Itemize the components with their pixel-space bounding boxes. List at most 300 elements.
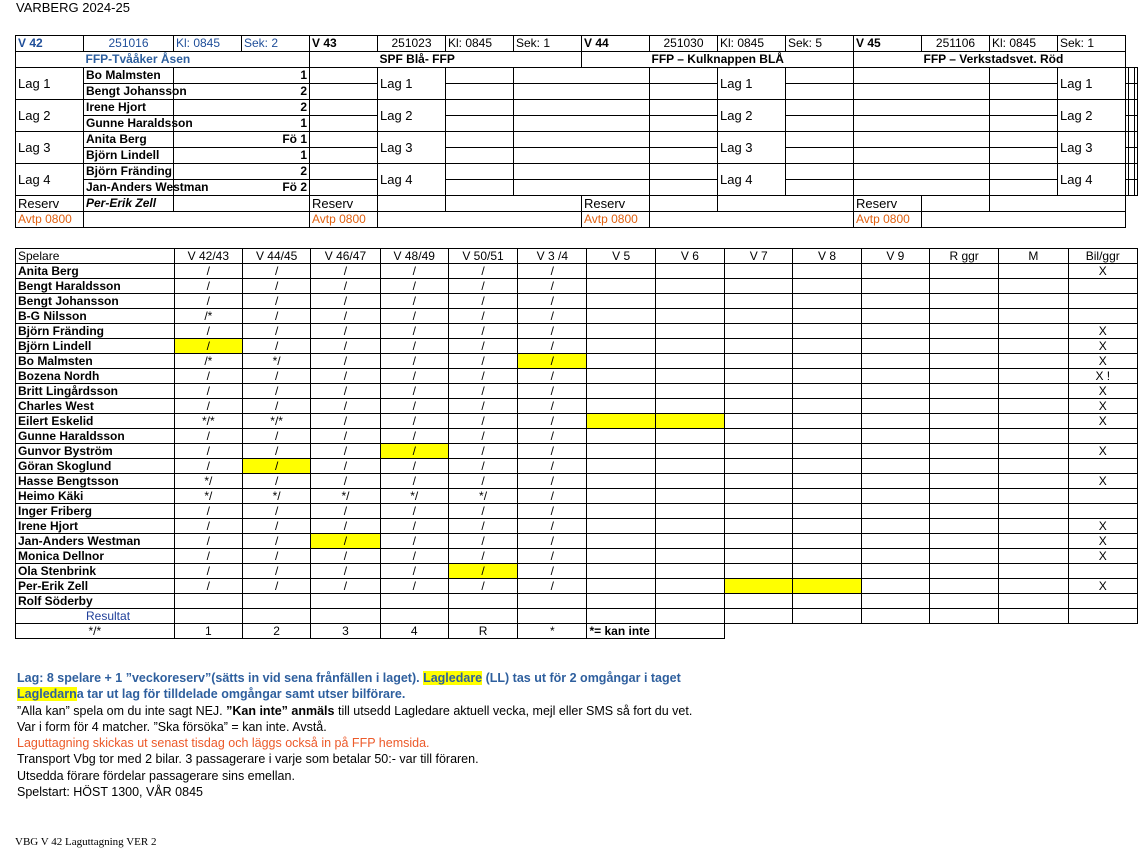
match-spacer <box>310 52 378 68</box>
attendance-cell: / <box>518 384 587 399</box>
attendance-cell <box>725 489 793 504</box>
attendance-cell <box>725 264 793 279</box>
attendance-cell: / <box>448 504 517 519</box>
week-sek: Sek: 5 <box>786 36 854 52</box>
empty-cell <box>448 609 517 624</box>
player-name: Jan-Anders Westman <box>16 534 175 549</box>
empty-cell <box>990 132 1058 148</box>
empty-cell <box>650 116 718 132</box>
attendance-cell: / <box>518 519 587 534</box>
match-spacer <box>582 52 650 68</box>
lag-label: Lag 2 <box>1058 100 1126 132</box>
attendance-cell <box>999 459 1068 474</box>
attendance-cell <box>999 339 1068 354</box>
player-value: 2 <box>174 84 310 100</box>
attendance-cell: / <box>311 354 380 369</box>
player-value: 1 <box>174 148 310 164</box>
attendance-cell <box>587 594 655 609</box>
lag-label: Lag 4 <box>1058 164 1126 196</box>
attendance-cell <box>655 339 724 354</box>
empty-cell <box>1135 116 1138 132</box>
player-name: Björn Fränding <box>16 324 175 339</box>
player-slot-extra <box>514 132 650 148</box>
table-row <box>16 459 1138 474</box>
attendance-cell <box>448 594 517 609</box>
attendance-cell: / <box>448 444 517 459</box>
empty-cell <box>446 196 582 212</box>
player-slot <box>786 68 854 84</box>
attendance-cell: / <box>448 279 517 294</box>
attendance-cell <box>655 309 724 324</box>
attendance-cell: / <box>174 534 242 549</box>
player-value: 1 <box>174 116 310 132</box>
attendance-cell <box>861 294 929 309</box>
attendance-cell: / <box>311 459 380 474</box>
attendance-cell <box>725 429 793 444</box>
attendance-cell: / <box>311 549 380 564</box>
player-slot <box>446 132 514 148</box>
attendance-cell: / <box>174 429 242 444</box>
empty-cell <box>650 68 718 84</box>
empty-cell <box>725 609 793 624</box>
attendance-cell: / <box>243 369 311 384</box>
empty-cell <box>174 609 242 624</box>
attendance-cell: / <box>380 579 448 594</box>
player-value: Fö 1 <box>174 132 310 148</box>
lag-label: Lag 1 <box>16 68 84 100</box>
match-title: FFP-Tvååker Åsen <box>84 52 310 68</box>
avtp-label: Avtp 0800 <box>310 212 378 228</box>
attendance-cell: / <box>311 309 380 324</box>
attendance-cell: / <box>448 369 517 384</box>
note-line-3: ”Alla kan” spela om du inte sagt NEJ. ”Kan inte” anmäls till utsedd Lagledare aktuell vecka, mejl eller SMS så fort du vet. <box>17 703 693 718</box>
attendance-cell <box>725 474 793 489</box>
legend-cell: * <box>518 624 587 639</box>
empty-cell <box>378 212 582 228</box>
player-slot-extra <box>854 84 990 100</box>
attendance-cell <box>793 594 861 609</box>
empty-cell <box>310 180 378 196</box>
attendance-cell <box>929 279 998 294</box>
attendance-cell: / <box>518 459 587 474</box>
empty-cell <box>518 609 587 624</box>
note-line-1: Lag: 8 spelare + 1 ”veckoreserv”(sätts in vid sena frånfällen i laget). Lagledare (LL) tas ut för 2 omgångar i taget <box>17 671 681 685</box>
empty-cell <box>990 148 1058 164</box>
attendance-cell <box>999 384 1068 399</box>
table-row <box>16 519 1138 534</box>
lag-label: Lag 3 <box>16 132 84 164</box>
attendance-cell: / <box>311 579 380 594</box>
attendance-cell: */ <box>174 489 242 504</box>
match-title: FFP – Kulknappen BLÅ <box>650 52 854 68</box>
attendance-cell: / <box>243 384 311 399</box>
attendance-cell: X <box>1068 549 1137 564</box>
attendance-cell: / <box>518 324 587 339</box>
table-row <box>16 369 1138 384</box>
attendance-cell <box>793 579 861 594</box>
attendance-cell <box>929 354 998 369</box>
column-header: V 3 /4 <box>518 249 587 264</box>
empty-cell <box>1135 180 1138 196</box>
attendance-cell <box>793 354 861 369</box>
empty-cell <box>310 132 378 148</box>
attendance-cell: / <box>380 384 448 399</box>
table-row <box>16 294 1138 309</box>
attendance-cell: / <box>380 414 448 429</box>
attendance-cell <box>999 489 1068 504</box>
attendance-cell: / <box>448 354 517 369</box>
player-value: Fö 2 <box>174 180 310 196</box>
attendance-cell: / <box>448 414 517 429</box>
player-slot <box>786 180 854 196</box>
attendance-cell <box>861 519 929 534</box>
attendance-cell: / <box>174 369 242 384</box>
player-slot-extra <box>854 132 990 148</box>
attendance-cell <box>725 504 793 519</box>
player-slot <box>786 164 854 180</box>
attendance-cell: / <box>380 294 448 309</box>
attendance-cell: / <box>448 549 517 564</box>
table-row <box>16 579 1138 594</box>
attendance-cell <box>725 519 793 534</box>
attendance-cell: / <box>174 504 242 519</box>
empty-cell <box>990 100 1058 116</box>
attendance-cell: / <box>311 384 380 399</box>
attendance-cell <box>587 429 655 444</box>
attendance-cell <box>929 339 998 354</box>
note-line-6: Transport Vbg tor med 2 bilar. 3 passagerare i varje som betalar 50:- var till föraren. <box>17 752 479 767</box>
attendance-cell: / <box>311 474 380 489</box>
week-schedule-table <box>15 35 1138 228</box>
attendance-cell: / <box>380 279 448 294</box>
table-row <box>16 489 1138 504</box>
attendance-cell <box>999 279 1068 294</box>
empty-cell <box>650 100 718 116</box>
attendance-cell <box>999 264 1068 279</box>
empty-cell <box>84 212 310 228</box>
week-label: V 43 <box>310 36 378 52</box>
reserv-label: Reserv <box>854 196 922 212</box>
attendance-cell <box>655 324 724 339</box>
attendance-table <box>15 248 1138 639</box>
attendance-cell: / <box>243 294 311 309</box>
empty-cell <box>990 164 1058 180</box>
attendance-cell <box>725 579 793 594</box>
attendance-cell: /* <box>174 354 242 369</box>
attendance-cell <box>587 414 655 429</box>
attendance-cell <box>1068 279 1137 294</box>
attendance-cell: / <box>243 564 311 579</box>
attendance-cell: / <box>174 279 242 294</box>
attendance-cell: / <box>380 399 448 414</box>
lag-label: Lag 1 <box>1058 68 1126 100</box>
lag-label: Lag 2 <box>718 100 786 132</box>
attendance-cell <box>725 459 793 474</box>
attendance-cell: / <box>311 564 380 579</box>
table-row <box>16 279 1138 294</box>
avtp-label: Avtp 0800 <box>16 212 84 228</box>
attendance-cell: / <box>380 309 448 324</box>
column-header: V 42/43 <box>174 249 242 264</box>
attendance-cell <box>587 339 655 354</box>
attendance-cell <box>1068 489 1137 504</box>
attendance-cell: / <box>311 294 380 309</box>
attendance-cell <box>999 324 1068 339</box>
avtp-label: Avtp 0800 <box>582 212 650 228</box>
attendance-cell: / <box>311 414 380 429</box>
attendance-cell: / <box>243 549 311 564</box>
player-value: 1 <box>174 68 310 84</box>
attendance-cell <box>793 399 861 414</box>
legend-cell: R <box>448 624 517 639</box>
player-slot-extra <box>514 100 650 116</box>
attendance-cell <box>929 384 998 399</box>
attendance-cell: / <box>518 339 587 354</box>
attendance-cell <box>929 489 998 504</box>
note-line-4: Var i form för 4 matcher. ”Ska försöka” = kan inte. Avstå. <box>17 719 327 734</box>
attendance-cell: */ <box>243 354 311 369</box>
resultat-label: Resultat <box>16 609 175 624</box>
attendance-cell: / <box>174 444 242 459</box>
empty-cell <box>655 624 724 639</box>
attendance-cell <box>655 399 724 414</box>
attendance-cell <box>861 594 929 609</box>
table-row <box>16 384 1138 399</box>
week-date: 251023 <box>378 36 446 52</box>
empty-cell <box>310 84 378 100</box>
attendance-cell: X <box>1068 324 1137 339</box>
attendance-cell <box>929 504 998 519</box>
attendance-cell: / <box>243 444 311 459</box>
attendance-cell <box>793 429 861 444</box>
attendance-cell <box>1068 564 1137 579</box>
attendance-cell <box>793 489 861 504</box>
week-kl: Kl: 0845 <box>446 36 514 52</box>
attendance-cell <box>861 324 929 339</box>
attendance-cell <box>725 549 793 564</box>
attendance-cell: / <box>243 474 311 489</box>
player-name: Hasse Bengtsson <box>16 474 175 489</box>
player-slot-extra <box>514 116 650 132</box>
attendance-cell: /* <box>174 309 242 324</box>
attendance-cell <box>793 564 861 579</box>
attendance-cell <box>861 384 929 399</box>
attendance-cell <box>929 534 998 549</box>
attendance-cell: / <box>380 354 448 369</box>
attendance-cell: / <box>518 489 587 504</box>
player-name: Bo Malmsten <box>16 354 175 369</box>
attendance-cell: / <box>448 294 517 309</box>
empty-cell <box>650 132 718 148</box>
attendance-cell <box>655 279 724 294</box>
attendance-cell: / <box>448 399 517 414</box>
attendance-cell <box>999 444 1068 459</box>
reserv-slot <box>378 196 446 212</box>
attendance-cell <box>861 579 929 594</box>
attendance-cell: / <box>518 579 587 594</box>
player-slot <box>786 116 854 132</box>
attendance-cell <box>587 324 655 339</box>
attendance-cell: / <box>174 339 242 354</box>
attendance-cell: / <box>243 504 311 519</box>
empty-cell <box>650 212 854 228</box>
empty-cell <box>725 624 1138 639</box>
attendance-cell: / <box>518 354 587 369</box>
attendance-cell: */* <box>174 414 242 429</box>
attendance-cell: / <box>518 564 587 579</box>
lag-label: Lag 2 <box>378 100 446 132</box>
player-slot <box>446 180 514 196</box>
attendance-cell: / <box>380 339 448 354</box>
empty-cell <box>587 609 655 624</box>
week-sek: Sek: 1 <box>514 36 582 52</box>
attendance-cell <box>1068 294 1137 309</box>
column-header: M <box>999 249 1068 264</box>
attendance-cell <box>999 474 1068 489</box>
attendance-cell <box>929 399 998 414</box>
column-header: V 46/47 <box>311 249 380 264</box>
week-kl: Kl: 0845 <box>174 36 242 52</box>
attendance-cell <box>999 294 1068 309</box>
table-row <box>16 339 1138 354</box>
empty-cell <box>310 116 378 132</box>
table-row <box>16 399 1138 414</box>
attendance-cell <box>929 594 998 609</box>
player-name: Rolf Söderby <box>16 594 175 609</box>
attendance-cell <box>929 294 998 309</box>
table-row <box>16 324 1138 339</box>
player-name: Anita Berg <box>84 132 174 148</box>
attendance-cell: / <box>174 579 242 594</box>
page-title: VARBERG 2024-25 <box>16 0 130 15</box>
empty-cell <box>650 180 718 196</box>
empty-cell <box>1135 148 1138 164</box>
attendance-cell: */* <box>243 414 311 429</box>
player-slot-extra <box>514 84 650 100</box>
attendance-cell <box>861 399 929 414</box>
empty-cell <box>243 609 311 624</box>
attendance-cell <box>929 324 998 339</box>
attendance-cell <box>655 564 724 579</box>
attendance-cell <box>587 294 655 309</box>
attendance-cell <box>793 324 861 339</box>
player-slot-extra <box>854 148 990 164</box>
table-row <box>16 534 1138 549</box>
attendance-cell <box>587 354 655 369</box>
attendance-cell: / <box>311 369 380 384</box>
player-slot <box>446 100 514 116</box>
attendance-cell: / <box>311 444 380 459</box>
attendance-cell <box>861 444 929 459</box>
attendance-cell <box>999 429 1068 444</box>
attendance-cell <box>725 324 793 339</box>
attendance-cell <box>793 369 861 384</box>
attendance-cell <box>1068 594 1137 609</box>
attendance-cell <box>655 444 724 459</box>
attendance-cell <box>861 369 929 384</box>
attendance-cell: / <box>518 294 587 309</box>
attendance-cell <box>861 504 929 519</box>
legend-cell: */* <box>16 624 175 639</box>
attendance-cell <box>587 519 655 534</box>
attendance-cell: / <box>448 384 517 399</box>
attendance-cell <box>793 444 861 459</box>
attendance-cell <box>793 309 861 324</box>
player-name: Bengt Johansson <box>16 294 175 309</box>
table-row <box>16 564 1138 579</box>
attendance-cell: / <box>380 459 448 474</box>
player-name: Gunne Haraldsson <box>16 429 175 444</box>
empty-cell <box>929 609 998 624</box>
attendance-cell <box>725 294 793 309</box>
player-name: Heimo Käki <box>16 489 175 504</box>
week-date: 251016 <box>84 36 174 52</box>
attendance-cell <box>861 279 929 294</box>
player-slot-extra <box>854 180 990 196</box>
lag-label: Lag 3 <box>718 132 786 164</box>
attendance-cell: / <box>518 504 587 519</box>
attendance-cell <box>725 414 793 429</box>
player-name: Ola Stenbrink <box>16 564 175 579</box>
note-line-7: Utsedda förare fördelar passagerare sins emellan. <box>17 768 295 783</box>
attendance-cell: */ <box>174 474 242 489</box>
match-spacer <box>16 52 84 68</box>
attendance-cell: */ <box>448 489 517 504</box>
column-header: V 44/45 <box>243 249 311 264</box>
attendance-cell <box>1068 309 1137 324</box>
attendance-cell: X <box>1068 354 1137 369</box>
attendance-cell <box>861 564 929 579</box>
attendance-cell: / <box>380 549 448 564</box>
note-line-2: Lagledarna tar ut lag för tilldelade omgångar samt utser bilförare. <box>17 687 406 702</box>
note-line-8: Spelstart: HÖST 1300, VÅR 0845 <box>17 785 203 800</box>
column-header: V 7 <box>725 249 793 264</box>
table-row <box>16 504 1138 519</box>
empty-cell <box>990 68 1058 84</box>
attendance-cell <box>655 504 724 519</box>
attendance-cell: / <box>174 384 242 399</box>
attendance-cell: / <box>448 339 517 354</box>
attendance-cell: / <box>380 504 448 519</box>
attendance-cell: / <box>448 534 517 549</box>
attendance-cell <box>587 549 655 564</box>
attendance-cell: / <box>448 564 517 579</box>
player-name: Gunne Haraldsson <box>84 116 174 132</box>
attendance-cell: / <box>243 399 311 414</box>
attendance-cell <box>725 309 793 324</box>
attendance-cell <box>587 444 655 459</box>
player-name: Göran Skoglund <box>16 459 175 474</box>
week-date: 251106 <box>922 36 990 52</box>
attendance-cell <box>929 444 998 459</box>
attendance-cell <box>861 339 929 354</box>
attendance-cell: / <box>380 519 448 534</box>
attendance-cell: / <box>311 534 380 549</box>
attendance-cell <box>929 264 998 279</box>
attendance-cell: / <box>243 534 311 549</box>
attendance-cell: */ <box>311 489 380 504</box>
attendance-cell: / <box>448 459 517 474</box>
lag-label: Lag 3 <box>378 132 446 164</box>
attendance-cell: X <box>1068 339 1137 354</box>
week-label: V 42 <box>16 36 84 52</box>
attendance-cell <box>999 534 1068 549</box>
attendance-cell <box>655 369 724 384</box>
attendance-cell <box>1068 459 1137 474</box>
lag-label: Lag 2 <box>16 100 84 132</box>
player-name: B-G Nilsson <box>16 309 175 324</box>
match-spacer <box>854 52 922 68</box>
